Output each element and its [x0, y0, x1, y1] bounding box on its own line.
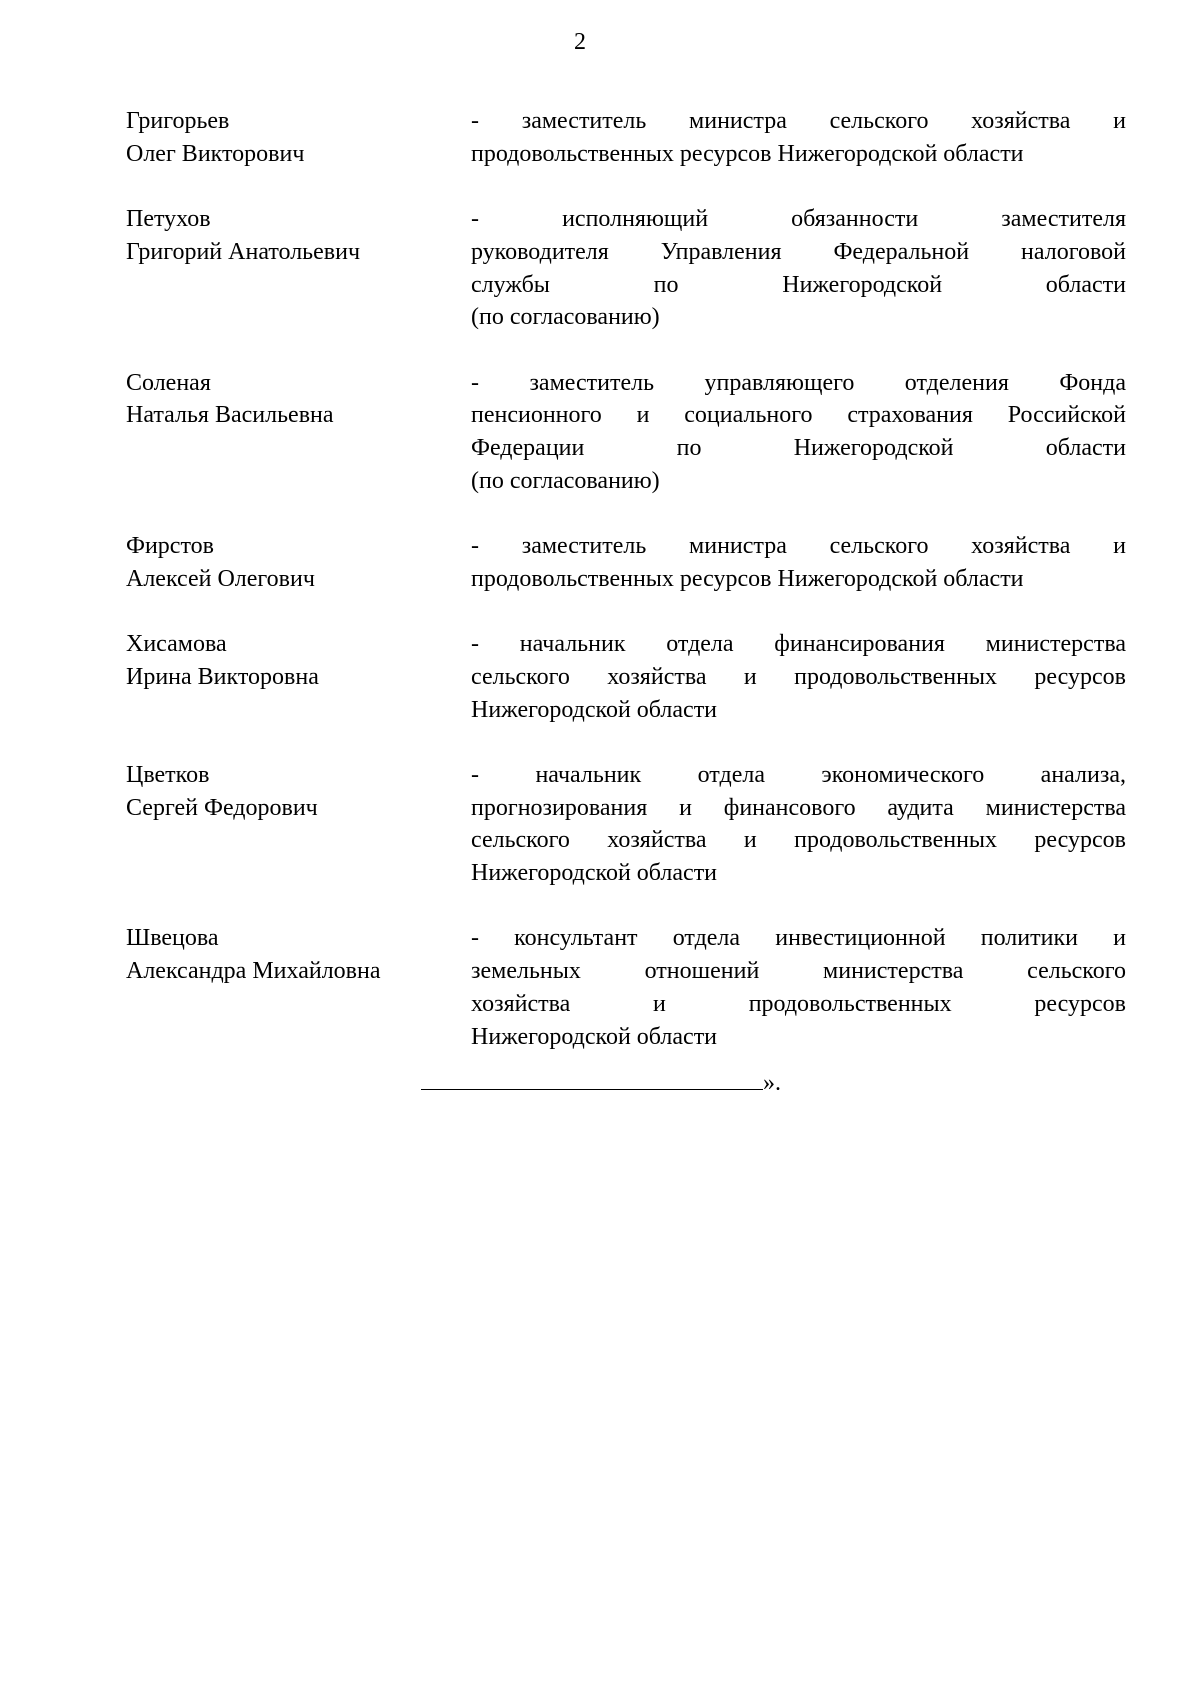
position-line: Нижегородской области	[471, 860, 718, 887]
position-line: продовольственных ресурсов Нижегородской области	[471, 565, 1024, 592]
position-line: - консультант отдела инвестиционной политики и	[471, 925, 1126, 952]
member-entry	[126, 628, 1126, 726]
member-surname: Григорьев	[126, 108, 230, 134]
position-line: - заместитель министра сельского хозяйства и	[471, 533, 1126, 560]
signature-rule	[421, 1063, 763, 1090]
position-line: - начальник отдела финансирования министерства	[471, 631, 1126, 658]
member-surname: Петухов	[126, 206, 211, 233]
position-line: - заместитель управляющего отделения Фонда	[471, 369, 1126, 396]
member-position	[471, 922, 1126, 1053]
position-line: - начальник отдела экономического анализа,	[471, 761, 1126, 788]
member-name	[126, 203, 471, 334]
member-given-names: Александра Михайловна	[126, 958, 381, 985]
position-line: руководителя Управления Федеральной налоговой	[471, 238, 1126, 265]
position-line: - заместитель министра сельского хозяйства и	[471, 108, 1126, 134]
position-line: службы по Нижегородской области	[471, 271, 1126, 298]
member-name	[126, 922, 471, 1053]
closing-quote: ».	[763, 1070, 781, 1096]
closing-line	[421, 1063, 781, 1099]
member-given-names: Олег Викторович	[126, 140, 305, 167]
position-line: прогнозирования и финансового аудита министерства	[471, 794, 1126, 821]
position-line: пенсионного и социального страхования Российской	[471, 402, 1126, 429]
member-given-names: Сергей Федорович	[126, 794, 318, 821]
position-line: продовольственных ресурсов Нижегородской области	[471, 140, 1024, 167]
member-entry	[126, 203, 1126, 334]
position-line: хозяйства и продовольственных ресурсов	[471, 990, 1126, 1017]
position-line: земельных отношений министерства сельского	[471, 958, 1126, 985]
member-given-names: Наталья Васильевна	[126, 402, 334, 429]
member-given-names: Григорий Анатольевич	[126, 238, 361, 265]
member-entry	[126, 759, 1126, 890]
position-line: (по согласованию)	[471, 467, 660, 494]
member-surname: Фирстов	[126, 533, 214, 560]
page-number: 2	[574, 29, 586, 55]
member-position	[471, 367, 1126, 498]
member-position	[471, 203, 1126, 334]
member-given-names: Алексей Олегович	[126, 565, 315, 592]
position-line: Федерации по Нижегородской области	[471, 435, 1126, 461]
members-list	[126, 105, 1126, 1053]
member-position	[471, 628, 1126, 726]
position-line: сельского хозяйства и продовольственных ресурсов	[471, 663, 1126, 690]
member-entry	[126, 367, 1126, 498]
member-name	[126, 105, 471, 170]
member-entry	[126, 105, 1126, 170]
position-line: Нижегородской области	[471, 696, 718, 723]
position-line: (по согласованию)	[471, 304, 660, 331]
member-surname: Соленая	[126, 369, 211, 396]
member-name	[126, 759, 471, 890]
member-position	[471, 530, 1126, 595]
member-position	[471, 759, 1126, 890]
member-position	[471, 105, 1126, 170]
position-line: - исполняющий обязанности заместителя	[471, 206, 1126, 233]
member-surname: Швецова	[126, 925, 219, 952]
member-name	[126, 628, 471, 726]
member-surname: Цветков	[126, 761, 210, 788]
position-line: сельского хозяйства и продовольственных ресурсов	[471, 827, 1126, 854]
member-name	[126, 530, 471, 595]
member-entry	[126, 922, 1126, 1053]
member-entry	[126, 530, 1126, 595]
member-surname: Хисамова	[126, 631, 227, 658]
member-given-names: Ирина Викторовна	[126, 663, 319, 690]
member-name	[126, 367, 471, 498]
position-line: Нижегородской области	[471, 1023, 718, 1050]
